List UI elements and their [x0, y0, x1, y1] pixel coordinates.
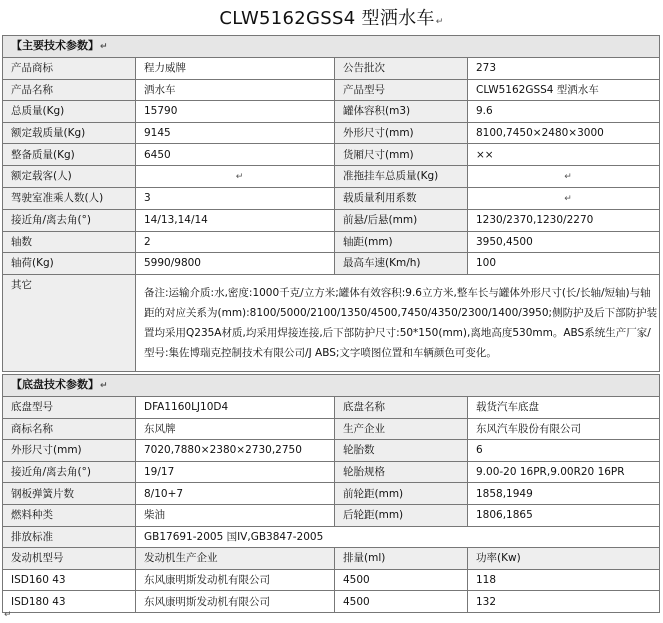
cell-value: ↵ [468, 165, 660, 187]
table-row [3, 483, 660, 505]
table-row [3, 526, 660, 548]
cell-value: ISD180 43 [3, 591, 136, 613]
cell-label: 准拖挂车总质量(Kg) [335, 165, 468, 187]
table-row [3, 375, 660, 397]
section-header-main: 【主要技术参数】↵ [3, 36, 660, 58]
cell-label: 公告批次 [335, 58, 468, 80]
cell-label: 罐体容积(m3) [335, 101, 468, 123]
cell-value: 东风牌 [136, 418, 335, 440]
table-row [3, 209, 660, 231]
cell-label: 产品名称 [3, 79, 136, 101]
cell-label: 前悬/后悬(mm) [335, 209, 468, 231]
cell-label: 总质量(Kg) [3, 101, 136, 123]
chassis-specs-table [2, 374, 660, 613]
cell-value: 100 [468, 253, 660, 275]
table-row [3, 36, 660, 58]
cell-label: 后轮距(mm) [335, 504, 468, 526]
cell-value: 东风康明斯发动机有限公司 [136, 569, 335, 591]
table-row [3, 569, 660, 591]
cell-value: 6 [468, 440, 660, 462]
cell-value: 东风汽车股份有限公司 [468, 418, 660, 440]
cell-value: 9.6 [468, 101, 660, 123]
cell-value: ×× [468, 144, 660, 166]
cell-label: 接近角/离去角(°) [3, 461, 136, 483]
cell-label: 产品型号 [335, 79, 468, 101]
cell-value: 5990/9800 [136, 253, 335, 275]
cell-label: 外形尺寸(mm) [335, 122, 468, 144]
cell-label: 货厢尺寸(mm) [335, 144, 468, 166]
cell-value: GB17691-2005 国IV,GB3847-2005 [136, 526, 660, 548]
cell-label: 最高车速(Km/h) [335, 253, 468, 275]
cell-value: 132 [468, 591, 660, 613]
cell-value: 14/13,14/14 [136, 209, 335, 231]
cell-value: 洒水车 [136, 79, 335, 101]
table-row [3, 101, 660, 123]
cell-value: ISD160 43 [3, 569, 136, 591]
cell-value: ↵ [136, 165, 335, 187]
cell-label: 底盘名称 [335, 397, 468, 419]
table-row [3, 144, 660, 166]
cell-value: 1806,1865 [468, 504, 660, 526]
table-row [3, 440, 660, 462]
cell-value: 273 [468, 58, 660, 80]
cell-value: 118 [468, 569, 660, 591]
cell-value: 1230/2370,1230/2270 [468, 209, 660, 231]
cell-label: 轮胎规格 [335, 461, 468, 483]
table-row [3, 274, 660, 371]
cell-label: 底盘型号 [3, 397, 136, 419]
cell-label: 外形尺寸(mm) [3, 440, 136, 462]
table-row [3, 187, 660, 209]
cell-value: 6450 [136, 144, 335, 166]
cell-value: DFA1160LJ10D4 [136, 397, 335, 419]
table-row [3, 79, 660, 101]
cell-value: 4500 [335, 569, 468, 591]
column-header: 功率(Kw) [468, 548, 660, 570]
cell-value: 载货汽车底盘 [468, 397, 660, 419]
table-row [3, 165, 660, 187]
cell-label: 整备质量(Kg) [3, 144, 136, 166]
cell-label: 燃料种类 [3, 504, 136, 526]
table-row [3, 504, 660, 526]
cell-value: 19/17 [136, 461, 335, 483]
cell-value: 9145 [136, 122, 335, 144]
cell-label: 轴数 [3, 231, 136, 253]
column-header: 排量(ml) [335, 548, 468, 570]
cell-value: 8100,7450×2480×3000 [468, 122, 660, 144]
cell-value: ↵ [468, 187, 660, 209]
section-header-chassis: 【底盘技术参数】↵ [3, 375, 660, 397]
table-row [3, 418, 660, 440]
column-header: 发动机生产企业 [136, 548, 335, 570]
cell-value: CLW5162GSS4 型洒水车 [468, 79, 660, 101]
table-row [3, 548, 660, 570]
cell-label: 前轮距(mm) [335, 483, 468, 505]
table-row [3, 253, 660, 275]
cell-label: 额定载质量(Kg) [3, 122, 136, 144]
cell-value: 7020,7880×2380×2730,2750 [136, 440, 335, 462]
cell-label: 轴荷(Kg) [3, 253, 136, 275]
cell-label: 钢板弹簧片数 [3, 483, 136, 505]
cell-label: 轴距(mm) [335, 231, 468, 253]
cell-label: 驾驶室准乘人数(人) [3, 187, 136, 209]
cell-value: 1858,1949 [468, 483, 660, 505]
cell-value: 9.00-20 16PR,9.00R20 16PR [468, 461, 660, 483]
table-row [3, 58, 660, 80]
column-header: 发动机型号 [3, 548, 136, 570]
cell-label: 产品商标 [3, 58, 136, 80]
cell-value: 15790 [136, 101, 335, 123]
cell-value: 2 [136, 231, 335, 253]
table-row [3, 397, 660, 419]
cell-label: 其它 [3, 274, 136, 371]
cell-label: 排放标准 [3, 526, 136, 548]
cell-label: 接近角/离去角(°) [3, 209, 136, 231]
table-row [3, 461, 660, 483]
table-row [3, 231, 660, 253]
cell-value: 东风康明斯发动机有限公司 [136, 591, 335, 613]
cell-label: 额定载客(人) [3, 165, 136, 187]
paragraph-mark: ↵ [4, 610, 12, 620]
table-row [3, 122, 660, 144]
page-title: CLW5162GSS4 型洒水车↵ [219, 8, 444, 29]
cell-value: 8/10+7 [136, 483, 335, 505]
cell-label: 载质量利用系数 [335, 187, 468, 209]
cell-label: 生产企业 [335, 418, 468, 440]
cell-value: 程力威牌 [136, 58, 335, 80]
cell-label: 商标名称 [3, 418, 136, 440]
cell-label: 轮胎数 [335, 440, 468, 462]
remarks-text: 备注:运输介质:水,密度:1000千克/立方米;罐体有效容积:9.6立方米,整车长与罐体外形尺寸(长/长轴/短轴)与轴距的对应关系为(mm):8100/5000/2100/1350/4500,7450/4350/2300/1400/3950;侧防护及后下部防护装置均采用Q235A材质,均采用焊接连接,后下部防护尺寸:50*150(mm),离地高度530mm。ABS系统生产厂家/型号:集佐博瑞克控制技术有限公司/J ABS;文字喷图位置和车辆颜色可变化。 [136, 274, 660, 371]
cell-value: 4500 [335, 591, 468, 613]
cell-value: 3 [136, 187, 335, 209]
main-specs-table [2, 35, 660, 372]
cell-value: 柴油 [136, 504, 335, 526]
cell-value: 3950,4500 [468, 231, 660, 253]
table-row [3, 591, 660, 613]
